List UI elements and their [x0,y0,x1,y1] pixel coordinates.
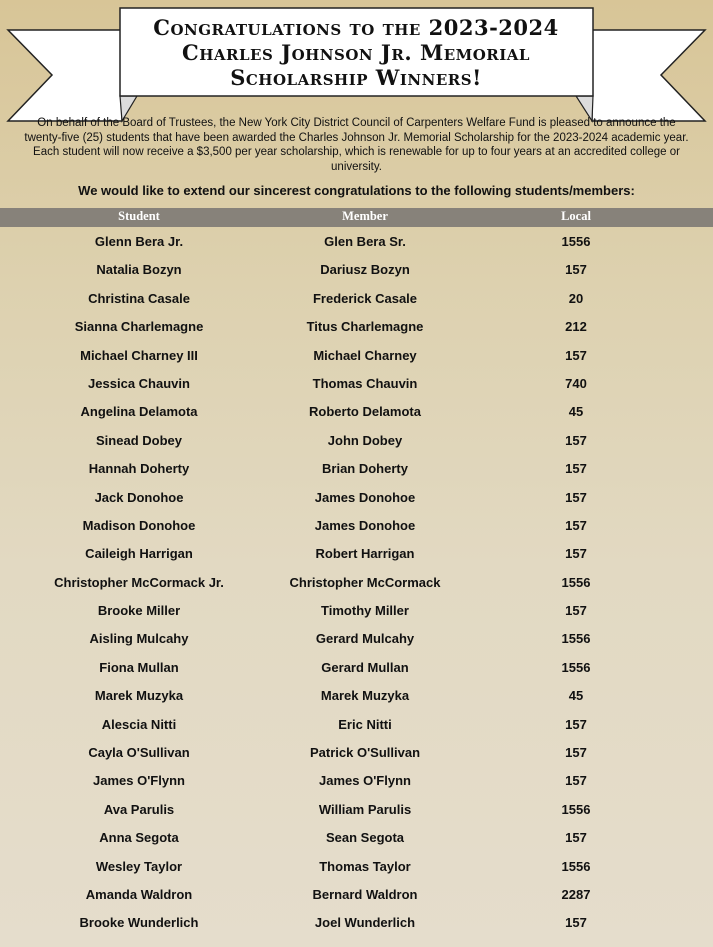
table-row [0,742,713,770]
local-number: 157 [565,830,587,846]
table-row [0,685,713,713]
member-name: Timothy Miller [321,603,409,619]
table-row [0,856,713,884]
student-name: Alescia Nitti [101,716,177,732]
student-name: Hannah Doherty [88,461,190,477]
student-name: Cayla O'Sullivan [88,745,190,761]
member-name: Gerard Mullan [321,659,409,675]
member-name: Glen Bera Sr. [324,234,406,249]
local-number: 20 [568,290,584,306]
member-name: Patrick O'Sullivan [309,745,421,761]
local-number: 1556 [561,801,591,817]
member-name: James Donohoe [314,489,416,505]
winners-table [0,231,713,941]
member-name: Christopher McCormack [289,574,441,590]
table-row [0,345,713,373]
member-name: Marek Muzyka [320,688,410,704]
table-row [0,657,713,685]
local-number: 157 [565,262,587,278]
table-row [0,770,713,798]
local-number: 1556 [561,234,591,249]
title-line-3: Scholarship Winners! [230,64,482,90]
table-row [0,912,713,940]
local-number: 157 [565,347,587,363]
member-name: Sean Segota [325,830,405,846]
student-name: Sinead Dobey [96,432,182,448]
student-name: Wesley Taylor [95,858,183,874]
local-number: 1556 [561,858,591,874]
student-name: Brooke Wunderlich [79,915,199,931]
local-number: 2287 [561,886,591,902]
student-name: Madison Donohoe [82,517,196,533]
member-name: William Parulis [318,801,412,817]
local-number: 212 [565,319,587,335]
local-number: 157 [565,432,587,448]
member-name: Joel Wunderlich [314,915,416,931]
member-name: Titus Charlemagne [306,319,424,335]
intro-paragraph: On behalf of the Board of Trustees, the New York City District Council of Carpenters Welfare Fund is pleased to announce the twenty-five (25) students that have been awarded the Charles Johnson Jr. Memorial Scholarship for the 2023-2024 academic year. Each student will now receive a $3,500 per year scholarship, which is renewable for up to four years at an accredited college or university. [24,117,689,173]
table-row [0,884,713,912]
student-name: Glenn Bera Jr. [94,234,184,249]
page-title [120,9,592,95]
student-name: Christopher McCormack Jr. [54,574,224,590]
member-name: John Dobey [327,432,403,448]
student-name: Michael Charney III [80,347,198,363]
student-name: Brooke Miller [97,603,181,619]
local-number: 157 [565,517,587,533]
title-line-1: Congratulations to the 2023-2024 [153,14,559,40]
table-row [0,430,713,458]
table-row [0,827,713,855]
table-row [0,316,713,344]
local-number: 157 [565,603,587,619]
table-row [0,799,713,827]
member-name: Frederick Casale [312,290,418,306]
local-number: 157 [565,546,587,562]
student-name: Marek Muzyka [94,688,184,704]
student-name: Natalia Bozyn [96,262,182,278]
table-row [0,373,713,401]
local-number: 157 [565,489,587,505]
table-row [0,600,713,628]
student-name: Caileigh Harrigan [85,546,193,562]
congratulations-line: We would like to extend our sincerest congratulations to the following students/members: [78,183,635,198]
student-name: Amanda Waldron [85,886,193,902]
table-row [0,458,713,486]
table-row [0,628,713,656]
member-name: Eric Nitti [338,716,392,732]
member-name: Robert Harrigan [315,546,415,562]
title-banner [0,0,713,130]
member-name: Michael Charney [313,347,417,363]
local-number: 45 [568,404,584,420]
table-row [0,259,713,287]
table-row [0,231,713,259]
student-name: Angelina Delamota [80,404,198,420]
student-name: Christina Casale [88,290,190,306]
local-number: 1556 [561,574,591,590]
local-number: 157 [565,915,587,931]
table-header [0,208,713,227]
student-name: Aisling Mulcahy [89,631,189,647]
member-name: Roberto Delamota [309,404,421,420]
student-name: Sianna Charlemagne [74,319,204,335]
student-name: Fiona Mullan [99,659,179,675]
member-name: Dariusz Bozyn [320,262,410,278]
member-name: Thomas Taylor [319,858,411,874]
table-row [0,572,713,600]
local-number: 157 [565,461,587,477]
table-row [0,515,713,543]
member-name: Brian Doherty [322,461,408,477]
table-row [0,543,713,571]
member-name: Bernard Waldron [312,886,418,902]
table-row [0,487,713,515]
local-number: 45 [568,688,584,704]
member-name: James O'Flynn [319,773,411,789]
title-line-2: Charles Johnson Jr. Memorial [182,39,530,65]
local-number: 1556 [561,631,591,647]
member-name: Gerard Mulcahy [315,631,415,647]
student-name: Jessica Chauvin [88,375,190,391]
student-name: Jack Donohoe [94,489,184,505]
local-number: 1556 [561,659,591,675]
member-name: James Donohoe [314,517,416,533]
header-member: Member [342,209,388,223]
student-name: Anna Segota [99,830,179,846]
local-number: 157 [565,716,587,732]
table-row [0,714,713,742]
table-row [0,401,713,429]
student-name: Ava Parulis [103,801,175,817]
header-student: Student [118,209,160,223]
header-local: Local [561,209,591,223]
local-number: 740 [565,375,587,391]
member-name: Thomas Chauvin [312,375,418,391]
table-row [0,288,713,316]
local-number: 157 [565,745,587,761]
local-number: 157 [565,773,587,789]
student-name: James O'Flynn [93,773,185,789]
